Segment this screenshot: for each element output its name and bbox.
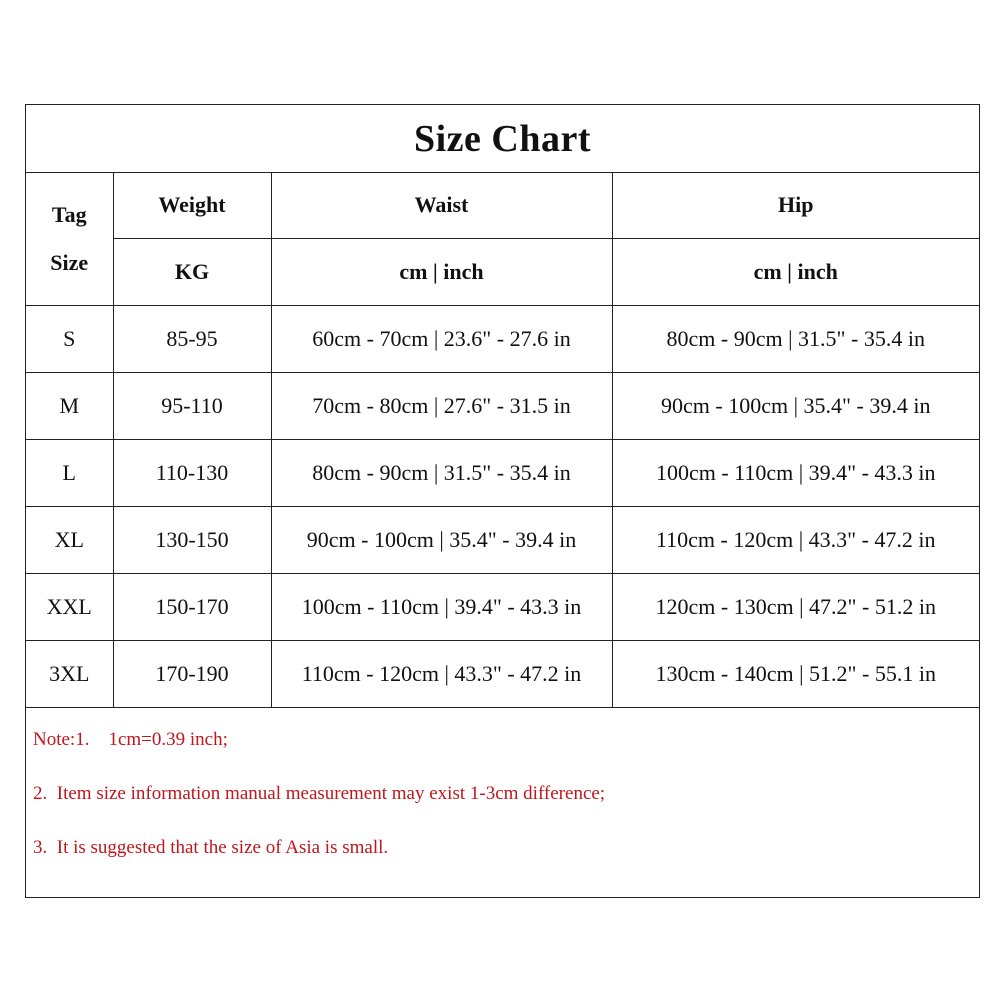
table-row — [26, 440, 979, 507]
size-cell: XXL — [26, 574, 113, 641]
size-label: Size — [50, 249, 89, 275]
weight-cell: 170-190 — [113, 641, 271, 708]
hip-cell: 120cm - 130cm | 47.2" - 51.2 in — [612, 574, 979, 641]
weight-cell: 110-130 — [113, 440, 271, 507]
hip-cell: 100cm - 110cm | 39.4" - 43.3 in — [612, 440, 979, 507]
table-row — [26, 306, 979, 373]
note-3: 3. It is suggested that the size of Asia is small. — [33, 837, 389, 858]
table-row — [26, 373, 979, 440]
waist-unit: cm | inch — [271, 239, 612, 306]
hip-cell: 110cm - 120cm | 43.3" - 47.2 in — [612, 507, 979, 574]
note-1: Note:1. 1cm=0.39 inch; — [33, 729, 228, 750]
hip-cell: 90cm - 100cm | 35.4" - 39.4 in — [612, 373, 979, 440]
waist-cell: 70cm - 80cm | 27.6" - 31.5 in — [271, 373, 612, 440]
unit-row — [26, 239, 979, 306]
weight-header: Weight — [113, 172, 271, 239]
hip-unit: cm | inch — [612, 239, 979, 306]
hip-cell: 130cm - 140cm | 51.2" - 55.1 in — [612, 641, 979, 708]
weight-cell: 85-95 — [113, 306, 271, 373]
size-chart — [25, 104, 980, 898]
waist-cell: 110cm - 120cm | 43.3" - 47.2 in — [271, 641, 612, 708]
header-row — [26, 172, 979, 239]
size-cell: 3XL — [26, 641, 113, 708]
weight-cell: 130-150 — [113, 507, 271, 574]
chart-title: Size Chart — [26, 105, 979, 173]
size-table — [26, 172, 979, 708]
waist-header: Waist — [271, 172, 612, 239]
size-cell: S — [26, 306, 113, 373]
waist-cell: 90cm - 100cm | 35.4" - 39.4 in — [271, 507, 612, 574]
table-row — [26, 507, 979, 574]
tag-label: Tag — [51, 201, 87, 227]
waist-cell: 80cm - 90cm | 31.5" - 35.4 in — [271, 440, 612, 507]
weight-unit: KG — [113, 239, 271, 306]
hip-header: Hip — [612, 172, 979, 239]
weight-cell: 150-170 — [113, 574, 271, 641]
note-2: 2. Item size information manual measurement may exist 1-3cm difference; — [33, 783, 606, 804]
size-cell: L — [26, 440, 113, 507]
weight-cell: 95-110 — [113, 373, 271, 440]
notes-section — [33, 725, 963, 887]
tag-size-header — [26, 172, 113, 306]
hip-cell: 80cm - 90cm | 31.5" - 35.4 in — [612, 306, 979, 373]
table-row — [26, 641, 979, 708]
waist-cell: 100cm - 110cm | 39.4" - 43.3 in — [271, 574, 612, 641]
table-row — [26, 574, 979, 641]
size-cell: XL — [26, 507, 113, 574]
size-cell: M — [26, 373, 113, 440]
waist-cell: 60cm - 70cm | 23.6" - 27.6 in — [271, 306, 612, 373]
